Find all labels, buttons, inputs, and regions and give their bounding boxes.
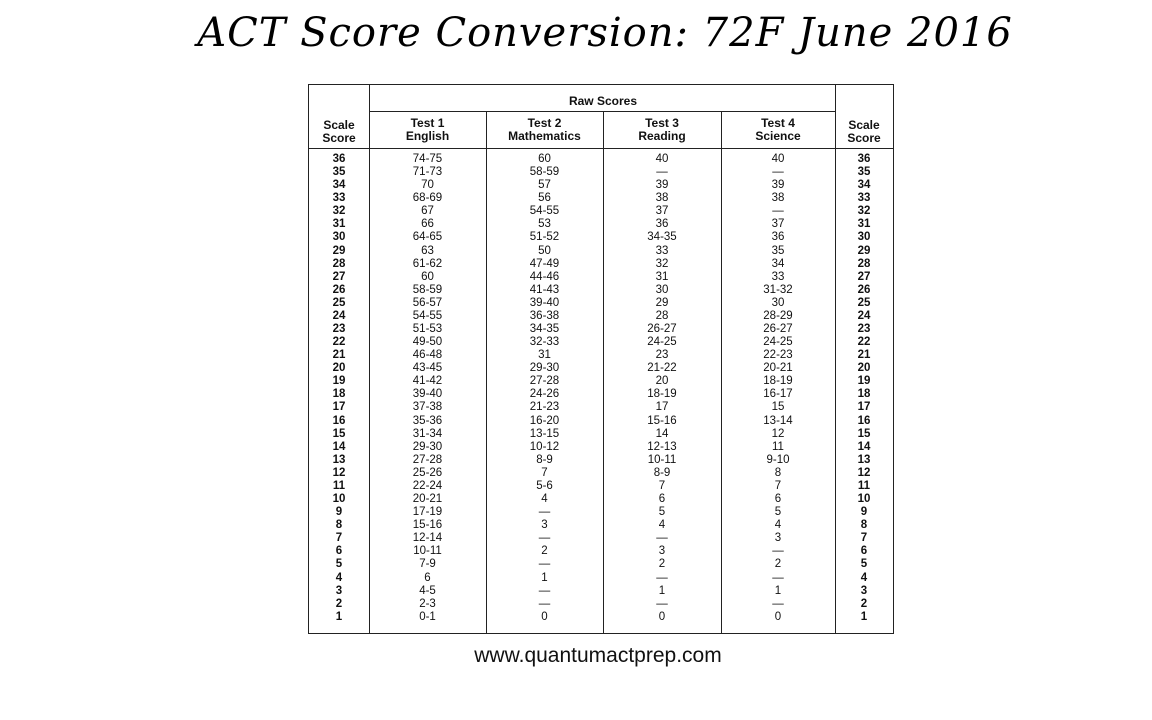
math-raw-cell: 1 bbox=[541, 571, 548, 584]
scale-score-header-left: Scale Score bbox=[322, 118, 356, 145]
math-raw-cell: 31 bbox=[538, 349, 551, 362]
math-raw-cell: 44-46 bbox=[529, 270, 560, 283]
scale-score-cell: 26 bbox=[857, 283, 871, 296]
table-row bbox=[309, 362, 893, 375]
reading-raw-cell: 34-35 bbox=[647, 231, 677, 244]
reading-raw-cell: 5 bbox=[658, 506, 666, 519]
scale-score-cell: 30 bbox=[857, 231, 871, 244]
math-raw-cell: 60 bbox=[538, 153, 551, 165]
english-raw-cell: 54-55 bbox=[412, 309, 443, 322]
english-raw-cell: 15-16 bbox=[412, 519, 443, 532]
scale-score-cell: 1 bbox=[335, 610, 343, 623]
test4-science-header: Test 4 Science bbox=[755, 116, 801, 143]
scale-score-cell: 35 bbox=[332, 166, 346, 179]
reading-raw-cell: 23 bbox=[655, 349, 669, 362]
scale-score-cell: 24 bbox=[857, 309, 871, 322]
scale-score-cell: 9 bbox=[335, 506, 343, 519]
table-row bbox=[309, 284, 893, 297]
english-raw-cell: 41-42 bbox=[412, 375, 443, 388]
reading-raw-cell: 39 bbox=[655, 179, 669, 192]
scale-score-cell: 24 bbox=[332, 309, 346, 322]
reading-raw-cell: — bbox=[656, 571, 668, 584]
reading-raw-cell: 18-19 bbox=[647, 388, 677, 401]
science-raw-cell: 30 bbox=[771, 296, 785, 309]
scale-score-cell: 6 bbox=[335, 545, 343, 558]
header-rule bbox=[309, 148, 893, 149]
math-raw-cell: 4 bbox=[541, 493, 548, 506]
math-raw-cell: 32-33 bbox=[529, 336, 560, 349]
table-row bbox=[309, 558, 893, 571]
english-raw-cell: 12-14 bbox=[412, 532, 443, 545]
reading-raw-cell: 8-9 bbox=[653, 466, 671, 479]
scale-score-cell: 29 bbox=[332, 244, 346, 257]
table-row bbox=[309, 388, 893, 401]
table-row bbox=[309, 166, 893, 179]
science-raw-cell: — bbox=[772, 166, 784, 179]
english-raw-cell: 46-48 bbox=[412, 349, 443, 362]
english-raw-cell: 68-69 bbox=[412, 192, 443, 205]
reading-raw-cell: — bbox=[656, 166, 668, 179]
reading-raw-cell: 12-13 bbox=[647, 440, 677, 453]
table-row bbox=[309, 310, 893, 323]
table-row bbox=[309, 532, 893, 545]
english-raw-cell: 27-28 bbox=[412, 453, 443, 466]
reading-raw-cell: 6 bbox=[658, 493, 666, 506]
scale-score-cell: 23 bbox=[857, 323, 871, 336]
science-raw-cell: 6 bbox=[774, 493, 782, 506]
english-raw-cell: 61-62 bbox=[412, 257, 443, 270]
scale-score-cell: 35 bbox=[857, 166, 871, 179]
table-row bbox=[309, 218, 893, 231]
english-raw-cell: 29-30 bbox=[412, 440, 443, 453]
table-row bbox=[309, 231, 893, 244]
scale-score-cell: 12 bbox=[332, 466, 346, 479]
scale-score-cell: 5 bbox=[860, 558, 868, 571]
scale-score-cell: 36 bbox=[332, 153, 346, 165]
science-raw-cell: 20-21 bbox=[763, 362, 793, 375]
table-row bbox=[309, 441, 893, 454]
english-raw-cell: 66 bbox=[421, 218, 434, 231]
test3-reading-header: Test 3 Reading bbox=[638, 116, 686, 143]
science-raw-cell: 24-25 bbox=[763, 336, 793, 349]
english-raw-cell: 64-65 bbox=[412, 231, 443, 244]
science-raw-cell: 26-27 bbox=[763, 323, 793, 336]
math-raw-cell: — bbox=[538, 597, 551, 610]
scale-score-cell: 28 bbox=[857, 257, 871, 270]
scale-score-cell: 33 bbox=[332, 192, 346, 205]
english-raw-cell: 31-34 bbox=[412, 427, 443, 440]
science-raw-cell: 15 bbox=[771, 401, 785, 414]
math-raw-cell: 2 bbox=[541, 545, 548, 558]
table-row bbox=[309, 428, 893, 441]
science-raw-cell: 3 bbox=[774, 532, 782, 545]
english-raw-cell: 37-38 bbox=[412, 401, 443, 414]
scale-score-cell: 5 bbox=[335, 558, 343, 571]
table-row bbox=[309, 258, 893, 271]
english-raw-cell: 17-19 bbox=[412, 506, 443, 519]
math-raw-cell: 16-20 bbox=[529, 414, 560, 427]
scale-score-cell: 12 bbox=[857, 466, 871, 479]
math-raw-cell: 51-52 bbox=[529, 231, 560, 244]
science-raw-cell: 12 bbox=[771, 427, 785, 440]
math-raw-cell: 34-35 bbox=[529, 323, 560, 336]
reading-raw-cell: 2 bbox=[658, 558, 666, 571]
english-raw-cell: 51-53 bbox=[412, 323, 443, 336]
scale-score-cell: 16 bbox=[332, 414, 346, 427]
reading-raw-cell: 40 bbox=[655, 153, 669, 165]
scale-score-cell: 22 bbox=[332, 336, 346, 349]
table-row bbox=[309, 245, 893, 258]
reading-raw-cell: 14 bbox=[655, 427, 669, 440]
science-raw-cell: 7 bbox=[774, 479, 782, 492]
english-raw-cell: 10-11 bbox=[413, 545, 442, 558]
english-raw-cell: 39-40 bbox=[412, 388, 443, 401]
reading-raw-cell: 4 bbox=[658, 519, 666, 532]
science-raw-cell: 36 bbox=[771, 231, 785, 244]
science-raw-cell: 4 bbox=[774, 519, 782, 532]
raw-scores-rule bbox=[369, 111, 835, 112]
reading-raw-cell: 32 bbox=[655, 257, 669, 270]
table-row bbox=[309, 297, 893, 310]
scale-score-cell: 34 bbox=[857, 179, 871, 192]
table-row bbox=[309, 336, 893, 349]
reading-raw-cell: — bbox=[656, 597, 668, 610]
scale-score-cell: 33 bbox=[857, 192, 871, 205]
table-row bbox=[309, 179, 893, 192]
table-row bbox=[309, 598, 893, 611]
table-row bbox=[309, 271, 893, 284]
website-url: www.quantumactprep.com bbox=[474, 644, 722, 667]
test1-english-header: Test 1 English bbox=[405, 116, 450, 143]
scale-score-cell: 14 bbox=[857, 440, 871, 453]
reading-raw-cell: 0 bbox=[658, 610, 666, 623]
table-row bbox=[309, 572, 893, 585]
english-raw-cell: 74-75 bbox=[412, 153, 443, 165]
english-raw-cell: 58-59 bbox=[412, 283, 443, 296]
english-raw-cell: 49-50 bbox=[412, 336, 443, 349]
science-raw-cell: 33 bbox=[771, 270, 785, 283]
table-row bbox=[309, 467, 893, 480]
table-row bbox=[309, 415, 893, 428]
table-row bbox=[309, 480, 893, 493]
science-raw-cell: 18-19 bbox=[763, 375, 793, 388]
science-raw-cell: 28-29 bbox=[763, 309, 793, 322]
reading-raw-cell: 29 bbox=[655, 296, 669, 309]
reading-raw-cell: 1 bbox=[658, 584, 666, 597]
scale-score-cell: 32 bbox=[332, 205, 346, 218]
test2-mathematics-header: Test 2 Mathematics bbox=[508, 116, 581, 143]
reading-raw-cell: 36 bbox=[655, 218, 669, 231]
math-raw-cell: 8-9 bbox=[536, 453, 553, 466]
scale-score-cell: 25 bbox=[857, 296, 871, 309]
science-raw-cell: — bbox=[772, 545, 784, 558]
science-raw-cell: 13-14 bbox=[763, 414, 793, 427]
scale-score-cell: 3 bbox=[860, 584, 868, 597]
scale-score-cell: 19 bbox=[332, 375, 346, 388]
english-raw-cell: 63 bbox=[421, 244, 434, 257]
scale-score-cell: 2 bbox=[335, 597, 343, 610]
english-raw-cell: 20-21 bbox=[412, 493, 443, 506]
math-raw-cell: 21-23 bbox=[529, 401, 560, 414]
table-row bbox=[309, 545, 893, 558]
scale-score-cell: 27 bbox=[857, 270, 871, 283]
table-row bbox=[309, 506, 893, 519]
table-body bbox=[309, 153, 893, 624]
science-raw-cell: 8 bbox=[774, 466, 782, 479]
math-raw-cell: 29-30 bbox=[529, 362, 560, 375]
math-raw-cell: 24-26 bbox=[529, 388, 560, 401]
science-raw-cell: 16-17 bbox=[763, 388, 793, 401]
scale-score-cell: 13 bbox=[857, 453, 871, 466]
table-row bbox=[309, 611, 893, 624]
reading-raw-cell: 38 bbox=[655, 192, 669, 205]
reading-raw-cell: 7 bbox=[658, 479, 666, 492]
science-raw-cell: 39 bbox=[771, 179, 785, 192]
math-raw-cell: 47-49 bbox=[529, 257, 560, 270]
scale-score-cell: 17 bbox=[332, 401, 346, 414]
scale-score-cell: 11 bbox=[332, 479, 346, 492]
scale-score-cell: 29 bbox=[857, 244, 871, 257]
science-raw-cell: 5 bbox=[774, 506, 782, 519]
science-raw-cell: — bbox=[772, 597, 784, 610]
raw-scores-label: Raw Scores bbox=[568, 94, 638, 108]
scale-score-cell: 14 bbox=[332, 440, 346, 453]
math-raw-cell: 3 bbox=[541, 519, 548, 532]
science-raw-cell: 0 bbox=[774, 610, 782, 623]
reading-raw-cell: 33 bbox=[655, 244, 669, 257]
scale-score-cell: 28 bbox=[332, 257, 346, 270]
english-raw-cell: 4-5 bbox=[419, 584, 436, 597]
scale-score-cell: 31 bbox=[332, 218, 346, 231]
math-raw-cell: 41-43 bbox=[529, 283, 560, 296]
scale-score-cell: 21 bbox=[857, 349, 871, 362]
math-raw-cell: — bbox=[538, 506, 551, 519]
english-raw-cell: 6 bbox=[424, 571, 431, 584]
scale-score-cell: 18 bbox=[332, 388, 346, 401]
table-row bbox=[309, 349, 893, 362]
math-raw-cell: 5-6 bbox=[536, 479, 553, 492]
scale-score-cell: 10 bbox=[332, 493, 346, 506]
reading-raw-cell: 37 bbox=[655, 205, 669, 218]
math-raw-cell: 10-12 bbox=[529, 440, 560, 453]
scale-score-cell: 27 bbox=[332, 270, 346, 283]
scale-score-cell: 8 bbox=[335, 519, 343, 532]
scale-score-cell: 19 bbox=[857, 375, 871, 388]
science-raw-cell: 2 bbox=[774, 558, 782, 571]
science-raw-cell: 34 bbox=[771, 257, 785, 270]
scale-score-cell: 3 bbox=[335, 584, 343, 597]
math-raw-cell: 39-40 bbox=[529, 296, 560, 309]
math-raw-cell: 53 bbox=[538, 218, 551, 231]
english-raw-cell: 25-26 bbox=[412, 466, 443, 479]
reading-raw-cell: 26-27 bbox=[647, 323, 677, 336]
scale-score-cell: 15 bbox=[857, 427, 871, 440]
scale-score-cell: 30 bbox=[332, 231, 346, 244]
scale-score-cell: 2 bbox=[860, 597, 868, 610]
scale-score-cell: 23 bbox=[332, 323, 346, 336]
science-raw-cell: 11 bbox=[772, 440, 784, 453]
math-raw-cell: 50 bbox=[538, 244, 551, 257]
table-row bbox=[309, 493, 893, 506]
science-raw-cell: 31-32 bbox=[763, 283, 793, 296]
english-raw-cell: 71-73 bbox=[412, 166, 443, 179]
reading-raw-cell: 10-11 bbox=[647, 453, 677, 466]
reading-raw-cell: 21-22 bbox=[647, 362, 677, 375]
english-raw-cell: 43-45 bbox=[412, 362, 443, 375]
reading-raw-cell: 20 bbox=[655, 375, 669, 388]
scale-score-cell: 7 bbox=[335, 532, 343, 545]
table-row bbox=[309, 323, 893, 336]
scale-score-cell: 17 bbox=[857, 401, 871, 414]
scale-score-cell: 26 bbox=[332, 283, 346, 296]
science-raw-cell: 38 bbox=[771, 192, 785, 205]
scale-score-cell: 21 bbox=[332, 349, 346, 362]
table-row bbox=[309, 454, 893, 467]
scale-score-cell: 10 bbox=[857, 493, 871, 506]
math-raw-cell: 7 bbox=[541, 466, 548, 479]
reading-raw-cell: 31 bbox=[655, 270, 669, 283]
science-raw-cell: 35 bbox=[771, 244, 785, 257]
english-raw-cell: 2-3 bbox=[419, 597, 436, 610]
scale-score-cell: 11 bbox=[857, 479, 871, 492]
english-raw-cell: 70 bbox=[421, 179, 434, 192]
scale-score-cell: 1 bbox=[860, 610, 868, 623]
table-row bbox=[309, 375, 893, 388]
scale-score-cell: 7 bbox=[860, 532, 868, 545]
reading-raw-cell: — bbox=[656, 532, 668, 545]
science-raw-cell: 9-10 bbox=[766, 453, 790, 466]
english-raw-cell: 0-1 bbox=[419, 610, 436, 623]
english-raw-cell: 22-24 bbox=[412, 479, 443, 492]
english-raw-cell: 67 bbox=[421, 205, 434, 218]
math-raw-cell: — bbox=[538, 532, 551, 545]
scale-score-cell: 15 bbox=[332, 427, 346, 440]
scale-score-cell: 8 bbox=[860, 519, 868, 532]
scale-score-cell: 25 bbox=[332, 296, 346, 309]
reading-raw-cell: 30 bbox=[655, 283, 669, 296]
science-raw-cell: — bbox=[772, 571, 784, 584]
math-raw-cell: 0 bbox=[541, 610, 548, 623]
reading-raw-cell: 3 bbox=[658, 545, 666, 558]
reading-raw-cell: 17 bbox=[655, 401, 669, 414]
table-row bbox=[309, 401, 893, 414]
science-raw-cell: 1 bbox=[774, 584, 782, 597]
math-raw-cell: 36-38 bbox=[529, 309, 560, 322]
science-raw-cell: — bbox=[772, 205, 784, 218]
science-raw-cell: 37 bbox=[771, 218, 785, 231]
scale-score-cell: 20 bbox=[332, 362, 346, 375]
table-row bbox=[309, 585, 893, 598]
science-raw-cell: 22-23 bbox=[763, 349, 793, 362]
science-raw-cell: 40 bbox=[771, 153, 785, 165]
scale-score-cell: 36 bbox=[857, 153, 871, 165]
math-raw-cell: 54-55 bbox=[529, 205, 560, 218]
math-raw-cell: 56 bbox=[538, 192, 551, 205]
scale-score-cell: 6 bbox=[860, 545, 868, 558]
scale-score-cell: 31 bbox=[857, 218, 871, 231]
scale-score-cell: 16 bbox=[857, 414, 871, 427]
math-raw-cell: — bbox=[538, 558, 551, 571]
scale-score-cell: 20 bbox=[857, 362, 871, 375]
scale-score-header-right: Scale Score bbox=[847, 118, 881, 145]
math-raw-cell: 27-28 bbox=[529, 375, 560, 388]
table-row bbox=[309, 519, 893, 532]
score-conversion-table bbox=[308, 84, 894, 634]
scale-score-cell: 18 bbox=[857, 388, 871, 401]
math-raw-cell: 13-15 bbox=[529, 427, 560, 440]
math-raw-cell: 58-59 bbox=[529, 166, 560, 179]
english-raw-cell: 35-36 bbox=[412, 414, 443, 427]
page-title: ACT Score Conversion: 72F June 2016 bbox=[197, 10, 1013, 56]
scale-score-cell: 32 bbox=[857, 205, 871, 218]
math-raw-cell: 57 bbox=[538, 179, 551, 192]
table-row bbox=[309, 192, 893, 205]
scale-score-cell: 34 bbox=[332, 179, 346, 192]
english-raw-cell: 7-9 bbox=[419, 558, 436, 571]
table-row bbox=[309, 205, 893, 218]
english-raw-cell: 56-57 bbox=[412, 296, 443, 309]
scale-score-cell: 4 bbox=[860, 571, 868, 584]
reading-raw-cell: 24-25 bbox=[647, 336, 677, 349]
scale-score-cell: 22 bbox=[857, 336, 871, 349]
scale-score-cell: 13 bbox=[332, 453, 346, 466]
math-raw-cell: — bbox=[538, 584, 551, 597]
scale-score-cell: 4 bbox=[335, 571, 343, 584]
scale-score-cell: 9 bbox=[860, 506, 868, 519]
table-row bbox=[309, 153, 893, 166]
reading-raw-cell: 15-16 bbox=[647, 414, 677, 427]
reading-raw-cell: 28 bbox=[655, 309, 669, 322]
english-raw-cell: 60 bbox=[421, 270, 434, 283]
